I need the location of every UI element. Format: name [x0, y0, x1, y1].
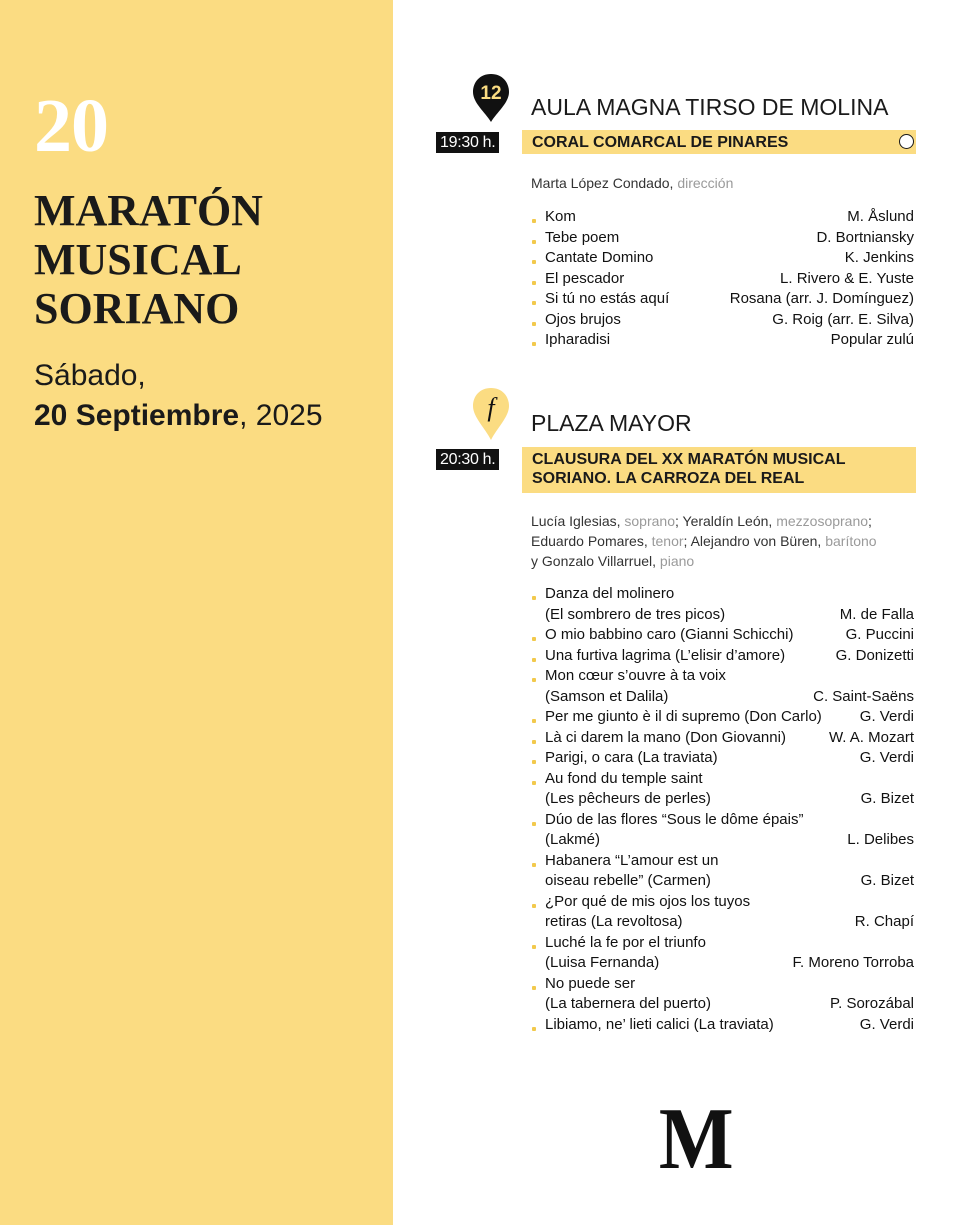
- work-title: Dúo de las flores “Sous le dôme épais”: [545, 810, 804, 828]
- logo: M: [658, 1091, 729, 1188]
- performer-name: y Gonzalo Villarruel,: [531, 553, 660, 569]
- venue-name: PLAZA MAYOR: [531, 410, 692, 436]
- work-title: El pescador: [545, 269, 625, 287]
- performer-role: dirección: [677, 175, 734, 191]
- sidebar-panel: [0, 0, 393, 1225]
- composer: G. Verdi: [859, 749, 914, 766]
- program-item: [531, 892, 914, 933]
- work-title: (Lakmé): [545, 831, 601, 848]
- performer-role: mezzosoprano: [776, 513, 869, 529]
- work-title: (El sombrero de tres picos): [545, 605, 726, 623]
- program-item: [531, 228, 914, 249]
- program-item: [531, 330, 914, 351]
- program-item: [531, 666, 914, 707]
- work-title: Libiamo, ne’ lieti calici (La traviata): [545, 1015, 774, 1033]
- program-item: [531, 646, 914, 667]
- program-list: [531, 584, 914, 1035]
- work-title: (Samson et Dalila): [545, 687, 669, 705]
- event-date: [34, 356, 323, 436]
- event-title-bar: [522, 130, 916, 154]
- performer-role: tenor: [651, 533, 684, 549]
- composer: G. Puccini: [845, 626, 914, 643]
- work-title: Cantate Domino: [545, 249, 654, 266]
- work-title: Mon cœur s’ouvre à ta voix: [545, 667, 726, 684]
- composer: L. Rivero & E. Yuste: [780, 269, 914, 287]
- event-title-bar: [522, 447, 916, 493]
- work-title: Tebe poem: [545, 228, 620, 246]
- performer-name: Marta López Condado,: [531, 175, 678, 191]
- program-item: [531, 728, 914, 749]
- composer: C. Saint-Saëns: [813, 687, 914, 705]
- work-title: O mio babbino caro (Gianni Schicchi): [545, 626, 794, 643]
- composer: M. de Falla: [839, 605, 914, 623]
- work-title: Là ci darem la mano (Don Giovanni): [545, 728, 786, 746]
- program-item: [531, 851, 914, 892]
- work-title: (Luisa Fernanda): [545, 954, 660, 971]
- work-title: Kom: [545, 208, 576, 225]
- program-item: [531, 974, 914, 1015]
- program-list: [531, 207, 914, 351]
- program-item: [531, 707, 914, 728]
- program-item: [531, 933, 914, 974]
- work-title: Per me giunto è il di supremo (Don Carlo): [545, 708, 822, 725]
- date-bold: 20 Septiembre: [34, 399, 240, 432]
- venue-name: AULA MAGNA TIRSO DE MOLINA: [531, 94, 889, 120]
- work-title: Una furtiva lagrima (L’elisir d’amore): [545, 646, 786, 664]
- program-item: [531, 769, 914, 810]
- work-title: No puede ser: [545, 974, 636, 992]
- composer: M. Åslund: [847, 208, 914, 225]
- event-time: 20:30 h.: [436, 449, 499, 470]
- composer: F. Moreno Torroba: [792, 954, 914, 971]
- title-line: MARATÓN: [34, 186, 263, 235]
- work-title: Luché la fe por el triunfo: [545, 933, 706, 951]
- work-title: ¿Por qué de mis ojos los tuyos: [545, 892, 751, 910]
- pin-number: 12: [480, 83, 502, 104]
- composer: G. Bizet: [860, 872, 914, 889]
- program-item: [531, 207, 914, 228]
- performer-name: Lucía Iglesias,: [531, 513, 625, 529]
- event-title: CORAL COMARCAL DE PINARES: [532, 134, 789, 151]
- work-title: Habanera “L’amour est un: [545, 851, 719, 869]
- performer-name: Alejandro von Büren,: [690, 533, 826, 549]
- composer: Rosana (arr. J. Domínguez): [729, 290, 914, 307]
- program-item: [531, 1015, 914, 1036]
- program-item: [531, 248, 914, 269]
- program-item: [531, 289, 914, 310]
- forte-pin-icon: [471, 386, 511, 436]
- work-title: Si tú no estás aquí: [545, 290, 670, 307]
- program-item: [531, 269, 914, 290]
- composer: K. Jenkins: [844, 249, 914, 266]
- composer: G. Donizetti: [835, 646, 914, 664]
- date-label: [34, 396, 323, 436]
- composer: Popular zulú: [830, 331, 914, 348]
- composer: D. Bortniansky: [816, 228, 914, 246]
- event-title-line: SORIANO. LA CARROZA DEL REAL: [532, 470, 805, 487]
- program-item: [531, 310, 914, 331]
- work-title: (La tabernera del puerto): [545, 995, 711, 1012]
- composer: L. Delibes: [847, 831, 914, 848]
- work-title: Au fond du temple saint: [545, 769, 703, 787]
- performer-name: Yeraldín León,: [682, 513, 777, 529]
- map-pin-12-icon: [471, 72, 511, 122]
- composer: P. Sorozábal: [830, 995, 914, 1012]
- day-label: Sábado,: [34, 359, 146, 392]
- date-year: , 2025: [239, 399, 323, 432]
- composer: G. Bizet: [860, 790, 914, 807]
- composer: G. Roig (arr. E. Silva): [772, 310, 914, 328]
- performers: [531, 173, 921, 193]
- event-time: 19:30 h.: [436, 132, 499, 153]
- work-title: retiras (La revoltosa): [545, 913, 683, 930]
- performer-role: barítono: [825, 533, 877, 549]
- composer: G. Verdi: [859, 1015, 914, 1033]
- title-line: MUSICAL: [34, 235, 242, 284]
- circle-icon: [899, 134, 914, 149]
- program-item: [531, 625, 914, 646]
- pin-symbol: f: [487, 393, 495, 422]
- edition-number: 20: [34, 84, 108, 168]
- festival-title: [34, 186, 263, 333]
- program-item: [531, 584, 914, 625]
- program-item: [531, 748, 914, 769]
- work-title: Danza del molinero: [545, 585, 675, 602]
- composer: G. Verdi: [859, 708, 914, 725]
- composer: W. A. Mozart: [828, 728, 914, 746]
- work-title: Ojos brujos: [545, 310, 621, 328]
- program-item: [531, 810, 914, 851]
- performer-name: Eduardo Pomares,: [531, 533, 652, 549]
- work-title: (Les pêcheurs de perles): [545, 790, 711, 807]
- composer: R. Chapí: [854, 913, 914, 930]
- title-line: SORIANO: [34, 284, 240, 333]
- event-title-line: CLAUSURA DEL XX MARATÓN MUSICAL: [532, 451, 846, 468]
- performer-role: soprano: [624, 513, 675, 529]
- work-title: Ipharadisi: [545, 331, 611, 348]
- work-title: Parigi, o cara (La traviata): [545, 749, 718, 766]
- performers: Lucía Iglesias, soprano; Yeraldín León, mezzosoprano; Eduardo Pomares, tenor; Alejandro von Büren, barítono y Gonzalo Villarruel, piano: [531, 513, 877, 569]
- performer-role: piano: [659, 553, 695, 569]
- work-title: oiseau rebelle” (Carmen): [545, 872, 711, 889]
